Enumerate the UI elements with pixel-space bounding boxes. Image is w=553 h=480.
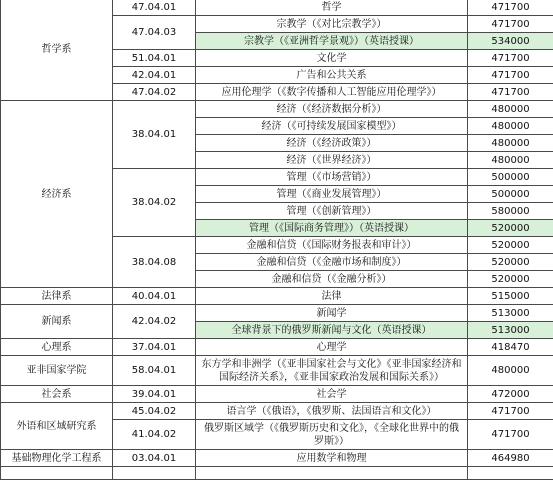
price-cell: 471700 (468, 16, 553, 33)
code-cell: 37.04.01 (113, 339, 196, 356)
price-cell: 480000 (468, 118, 553, 135)
price-cell: 471700 (468, 67, 553, 84)
program-cell: 东方学和非洲学（《亚非国家社会与文化》《亚非国家经济和国际经济关系》，《亚非国家政治发展和国际关系》） (196, 356, 468, 386)
program-cell: 金融和信贷（《金融市场和制度》） (196, 254, 468, 271)
empty-cell (113, 467, 196, 480)
empty-cell (196, 467, 468, 480)
price-cell: 480000 (468, 356, 553, 386)
price-cell: 464980 (468, 450, 553, 467)
table-row (1, 0, 553, 16)
code-cell: 03.04.01 (113, 450, 196, 467)
program-cell: 应用数学和物理 (196, 450, 468, 467)
code-cell: 42.04.02 (113, 305, 196, 339)
program-cell: 新闻学 (196, 305, 468, 322)
department-cell: 心理系 (1, 339, 113, 356)
code-cell: 51.04.01 (113, 50, 196, 67)
department-cell: 新闻系 (1, 305, 113, 339)
department-cell: 社会系 (1, 386, 113, 403)
program-cell: 宗教学（《对比宗教学》） (196, 16, 468, 33)
code-cell: 47.04.01 (113, 0, 196, 16)
price-cell: 480000 (468, 152, 553, 169)
price-cell: 515000 (468, 288, 553, 305)
program-cell: 心理学 (196, 339, 468, 356)
department-cell: 外语和区域研究系 (1, 403, 113, 450)
price-cell: 580000 (468, 203, 553, 220)
price-cell: 418470 (468, 339, 553, 356)
program-cell: 全球背景下的俄罗斯新闻与文化（英语授课） (196, 322, 468, 339)
program-cell: 哲学 (196, 0, 468, 16)
code-cell: 47.04.03 (113, 16, 196, 50)
code-cell: 40.04.01 (113, 288, 196, 305)
program-cell: 应用伦理学（《数字传播和人工智能应用伦理学》） (196, 84, 468, 101)
price-cell: 520000 (468, 220, 553, 237)
code-cell: 42.04.01 (113, 67, 196, 84)
price-cell: 471700 (468, 50, 553, 67)
price-cell: 480000 (468, 135, 553, 152)
program-cell: 文化学 (196, 50, 468, 67)
price-cell: 534000 (468, 33, 553, 50)
price-cell: 480000 (468, 101, 553, 118)
price-cell: 513000 (468, 305, 553, 322)
program-cell: 管理（《创新管理》） (196, 203, 468, 220)
empty-cell (468, 467, 553, 480)
code-cell: 39.04.01 (113, 386, 196, 403)
program-cell: 法律 (196, 288, 468, 305)
empty-cell (1, 467, 113, 480)
department-cell: 哲学系 (1, 0, 113, 101)
table-row (1, 339, 553, 356)
program-cell: 管理（《国际商务管理》）（英语授课） (196, 220, 468, 237)
program-cell: 金融和信贷（《国际财务报表和审计》） (196, 237, 468, 254)
program-cell: 俄罗斯区域学（《俄罗斯历史和文化》，《全球化世界中的俄罗斯》） (196, 420, 468, 450)
program-cell: 广告和公共关系 (196, 67, 468, 84)
program-cell: 宗教学（《亚洲哲学景观》）（英语授课） (196, 33, 468, 50)
table-row (1, 450, 553, 467)
code-cell: 38.04.01 (113, 101, 196, 169)
program-cell: 经济（《经济数据分析》） (196, 101, 468, 118)
price-cell: 471700 (468, 0, 553, 16)
price-cell: 471700 (468, 420, 553, 450)
department-cell: 经济系 (1, 101, 113, 288)
program-cell: 经济（《可持续发展国家模型》） (196, 118, 468, 135)
program-cell: 经济（《世界经济》） (196, 152, 468, 169)
table-row (1, 288, 553, 305)
table-row (1, 386, 553, 403)
code-cell: 38.04.02 (113, 169, 196, 237)
table-row (1, 403, 553, 420)
price-cell: 471700 (468, 84, 553, 101)
table-row (1, 101, 553, 118)
price-cell: 520000 (468, 271, 553, 288)
code-cell: 47.04.02 (113, 84, 196, 101)
department-cell: 基础物理化学工程系 (1, 450, 113, 467)
code-cell: 41.04.02 (113, 420, 196, 450)
program-cell: 管理（《市场营销》） (196, 169, 468, 186)
program-cell: 经济（《经济政策》） (196, 135, 468, 152)
department-cell: 亚非国家学院 (1, 356, 113, 386)
program-cell: 金融和信贷（《金融分析》） (196, 271, 468, 288)
price-cell: 520000 (468, 237, 553, 254)
program-cell: 管理（《商业发展管理》） (196, 186, 468, 203)
table-row-partial (1, 467, 553, 480)
program-cell: 社会学 (196, 386, 468, 403)
price-cell: 500000 (468, 186, 553, 203)
code-cell: 45.04.02 (113, 403, 196, 420)
price-cell: 500000 (468, 169, 553, 186)
price-cell: 471700 (468, 403, 553, 420)
code-cell: 58.04.01 (113, 356, 196, 386)
price-cell: 520000 (468, 254, 553, 271)
code-cell: 38.04.08 (113, 237, 196, 288)
price-cell: 513000 (468, 322, 553, 339)
department-cell: 法律系 (1, 288, 113, 305)
table-row (1, 356, 553, 386)
price-cell: 472000 (468, 386, 553, 403)
program-cell: 语言学（《俄语》，《俄罗斯、法国语言和文化》） (196, 403, 468, 420)
table-row (1, 305, 553, 322)
